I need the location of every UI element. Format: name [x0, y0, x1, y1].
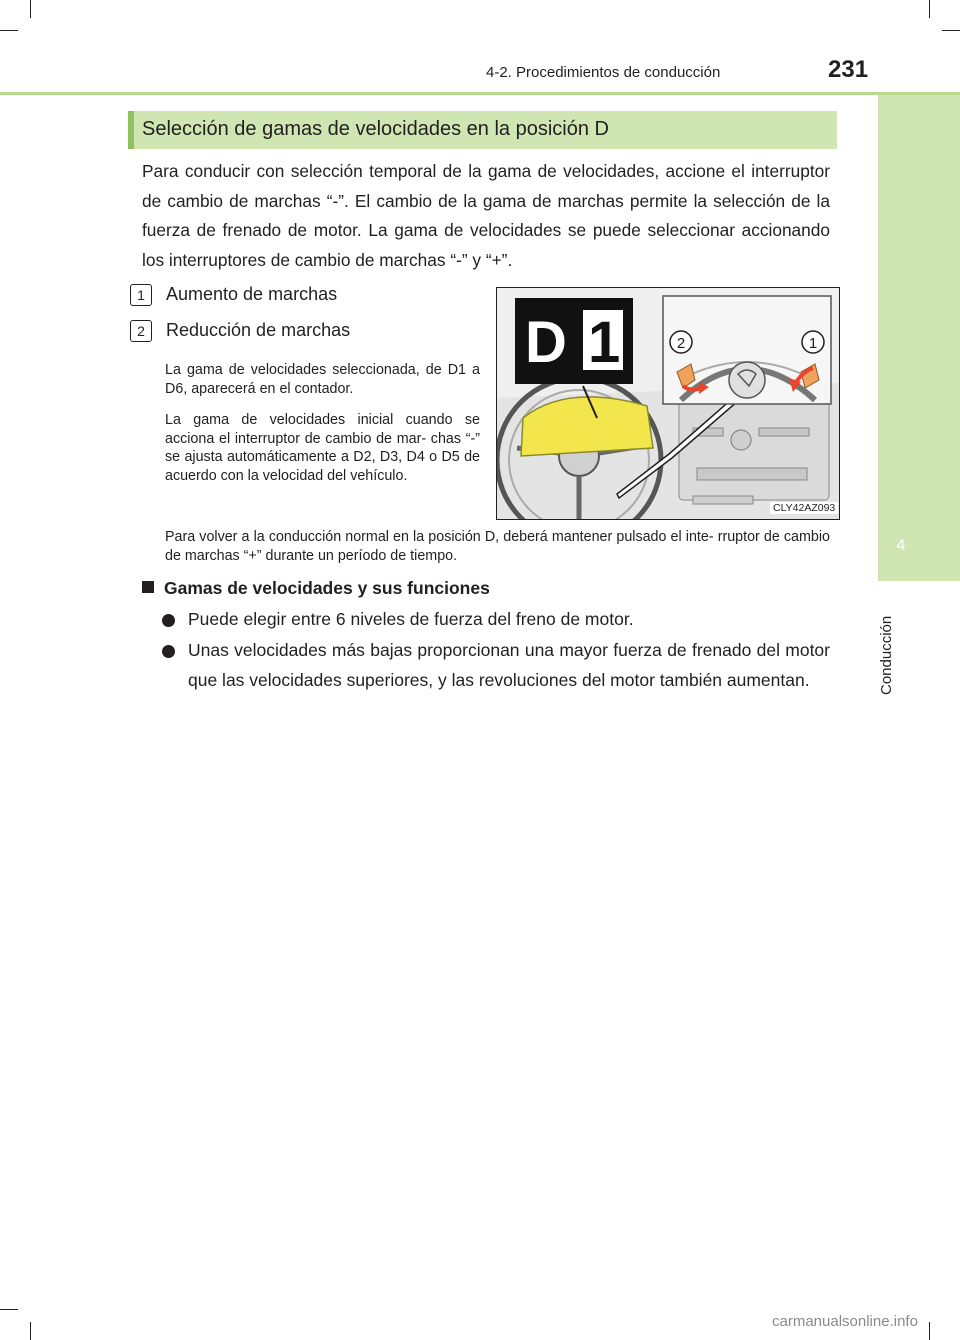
page-number: 231: [828, 56, 869, 83]
running-header: 4-2. Procedimientos de conducción: [486, 64, 721, 81]
figure-code: CLY42AZ093: [770, 502, 838, 514]
chapter-label: Conducción: [878, 615, 895, 695]
subsection-heading: [142, 578, 490, 599]
chapter-number: 4: [896, 537, 906, 554]
step-number-badge: 1: [130, 284, 152, 306]
footer-watermark: carmanualsonline.info: [772, 1313, 918, 1330]
step-label: Reducción de marchas: [166, 320, 351, 340]
crop-mark: [30, 1322, 31, 1340]
bullet-dot-icon: [162, 645, 175, 658]
section-heading: [128, 111, 837, 149]
callout-number-1: 1: [808, 335, 818, 352]
crop-mark: [929, 0, 930, 18]
note-text: La gama de velocidades seleccionada, de D1 a D6, aparecerá en el contador.: [165, 362, 480, 397]
callout-number-2: 2: [676, 335, 686, 352]
step-number-badge: 2: [130, 320, 152, 342]
step-label: Aumento de marchas: [166, 284, 338, 304]
crop-mark: [0, 1309, 18, 1310]
bullet-dot-icon: [162, 614, 175, 627]
step-item: [130, 320, 350, 342]
crop-mark: [0, 30, 18, 31]
section-heading-text: Selección de gamas de velocidades en la posición D: [142, 118, 609, 140]
header-rule: [0, 92, 960, 95]
note-text: Para volver a la conducción normal en la posición D, deberá mantener pulsado el inte- rruptor de cambio de marchas “+” durante un período de tiempo.: [165, 529, 830, 564]
crop-mark: [942, 30, 960, 31]
intro-paragraph: Para conducir con selección temporal de la gama de velocidades, accione el interruptor de cambio de marchas “-”. El cambio de la gama de marchas permite la selección de la fuerza de frenado de motor. La gama de velocidades se puede seleccionar accionando los interruptores de cambio de marchas “-” y “+”.: [142, 161, 830, 270]
list-item-text: Puede elegir entre 6 niveles de fuerza del freno de motor.: [188, 609, 634, 629]
square-bullet-icon: [142, 581, 154, 593]
list-item: [162, 605, 830, 635]
list-item: [162, 636, 830, 695]
gear-display-digit: 1: [588, 310, 621, 375]
subsection-heading-text: Gamas de velocidades y sus funciones: [164, 578, 490, 598]
crop-mark: [30, 0, 31, 18]
crop-mark: [929, 1322, 930, 1340]
note-text: La gama de velocidades inicial cuando se acciona el interruptor de cambio de mar- chas “-” se ajusta automáticamente a D2, D3, D4 o D5 de acuerdo con la velocidad del vehículo.: [165, 412, 480, 484]
chapter-tab: [878, 95, 960, 581]
list-item-text: Unas velocidades más bajas proporcionan una mayor fuerza de frenado del motor que las velocidades superiores, y las revoluciones del motor también aumentan.: [188, 640, 830, 690]
dashboard-drawing: [497, 288, 839, 519]
step-item: [130, 284, 337, 306]
steering-wheel-illustration: [496, 287, 840, 520]
gear-display-letter: D: [525, 310, 567, 375]
